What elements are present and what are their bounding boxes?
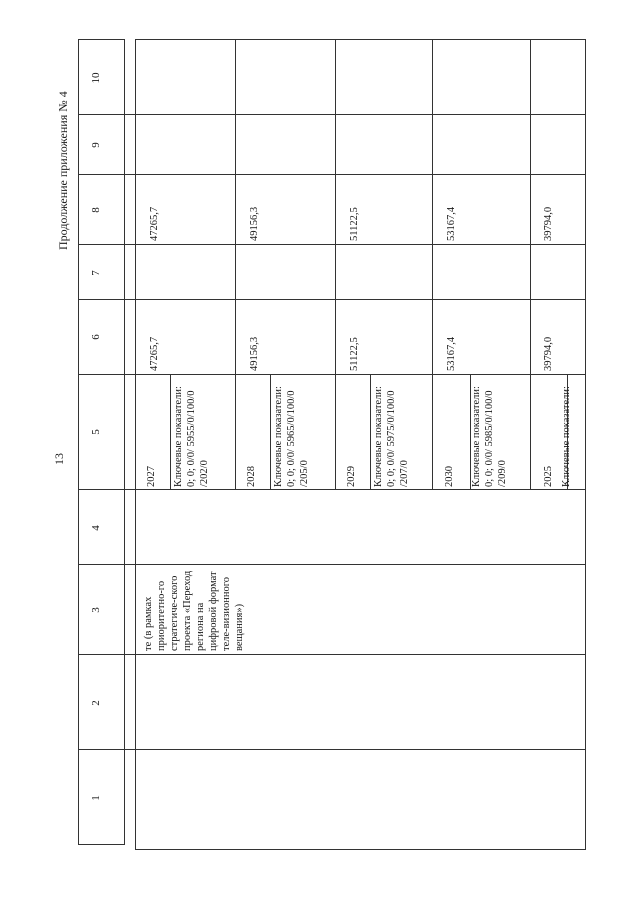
row-value-col6: 49156,3 xyxy=(249,336,260,371)
row-year: 2030 xyxy=(444,466,455,487)
row-value-col6: 53167,4 xyxy=(446,336,457,371)
row-year: 2029 xyxy=(346,466,357,487)
row-value-col6: 47265,7 xyxy=(149,336,160,371)
row-description: Ключевые показатели: 0; 0; 0/0/ 5955/0/100/0 /202/0 xyxy=(173,386,210,487)
row-value-col6: 39794,0 xyxy=(543,336,554,371)
row-description: Ключевые показатели: 0; 0; 0/0/ 5965/0/100/0 /205/0 xyxy=(273,386,310,487)
row-value-col8: 47265,7 xyxy=(149,206,160,241)
row-value-col8: 51122,5 xyxy=(349,207,360,241)
header-col-10: 10 xyxy=(90,72,102,84)
page-number: 13 xyxy=(52,453,66,465)
row-value-col8: 53167,4 xyxy=(446,206,457,241)
col3-description: те (в рамках приоритетно-го стратегиче-ского проекта «Переход региона на цифровой формат теле-визионного вещания») xyxy=(143,570,245,651)
row-year: 2027 xyxy=(146,466,157,487)
header-col-4: 4 xyxy=(90,525,102,531)
header-col-3: 3 xyxy=(90,607,102,613)
row-description: Ключевые показатели: 0; 0; 0/0/ 5985/0/100/0 /209/0 xyxy=(471,386,508,487)
row-description: Ключевые показатели: 0; 0; 0/0/ 5975/0/100/0 /207/0 xyxy=(373,386,410,487)
header-col-6: 6 xyxy=(90,334,102,340)
header-col-2: 2 xyxy=(90,700,102,706)
appendix-caption: Продолжение приложения № 4 xyxy=(56,91,70,250)
header-col-7: 7 xyxy=(90,270,102,276)
header-col-9: 9 xyxy=(90,142,102,148)
row-description: Ключевые показатели: xyxy=(561,386,572,487)
header-col-5: 5 xyxy=(90,429,102,435)
row-value-col6: 51122,5 xyxy=(349,337,360,371)
row-value-col8: 49156,3 xyxy=(249,206,260,241)
row-year: 2028 xyxy=(246,466,257,487)
header-col-1: 1 xyxy=(90,795,102,801)
row-year: 2025 xyxy=(543,466,554,487)
header-col-8: 8 xyxy=(90,207,102,213)
row-value-col8: 39794,0 xyxy=(543,206,554,241)
